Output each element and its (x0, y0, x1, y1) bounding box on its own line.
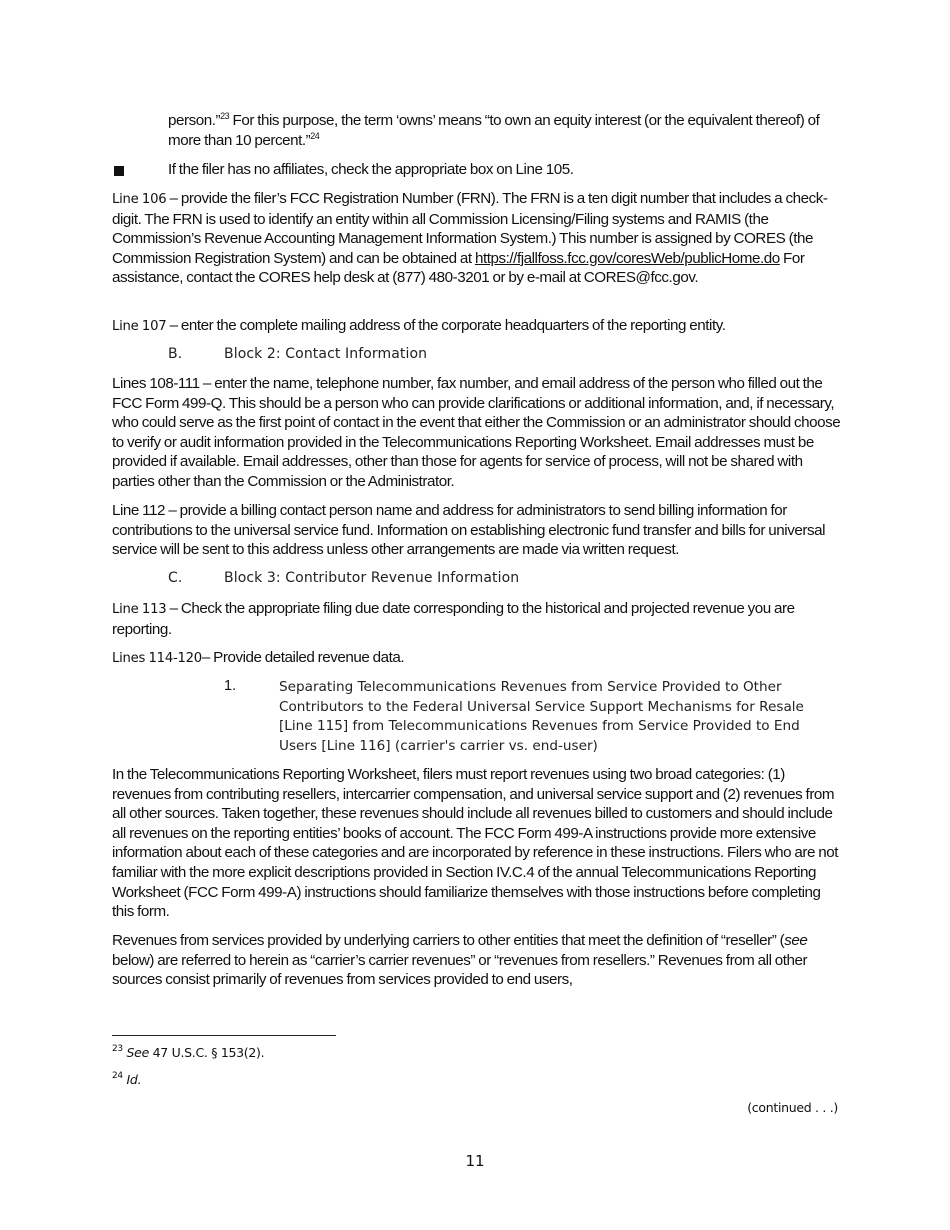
cores-link[interactable]: https://fjallfoss.fcc.gov/coresWeb/publicHome.do (474, 249, 780, 267)
lines-114-120-label: Lines 114-120 (112, 651, 202, 666)
line-112-paragraph: Line 112 – provide a billing contact person name and address for administrators to send billing information for contributions to the universal service fund. Information on establishing electronic fund transfer and bills for universal service will be sent to this address unless other arrangements are made via written request. (112, 502, 826, 559)
revenues-paragraph: Revenues from services provided by underlying carriers to other entities that meet the definition of “reseller” (see below) are referred to herein as “carrier’s carrier revenues” or “revenues from resellers.” Revenues from all other sources consist primarily of revenues from services provided to end users, (112, 932, 808, 989)
line-107-label: Line 107 (112, 319, 167, 334)
footnote-separator (112, 1035, 336, 1036)
line-106-paragraph: Line 106 – provide the filer’s FCC Registration Number (FRN). The FRN is a ten digit number that includes a check-digit. The FRN is used to identify an entity within all Commission Licensing/Filing systems and RAMIS (the Commission’s Revenue Accounting Management Information System.) This number is assigned by CORES (the Commission Registration System) and can be obtained at https://fjallfoss.fcc.gov/coresWeb/publicHome.do For assistance, contact the CORES help desk at (877) 480-3201 or by e-mail at CORES@fcc.gov. (112, 190, 828, 287)
subsection-1-heading: Separating Telecommunications Revenues from Service Provided to Other Contributors to the Federal Universal Service Support Mechanisms for Resale [Line 115] from Telecommunications Revenues from Service Provided to End Users [Line 116] (carrier's carrier vs. end-user) (279, 679, 804, 754)
continued-note: (continued . . .) (747, 1100, 838, 1115)
bullet-square-icon (114, 166, 124, 176)
line-113-paragraph: Line 113 – Check the appropriate filing due date corresponding to the historical and projected revenue you are reporting. (112, 600, 795, 638)
line-113-label: Line 113 (112, 602, 167, 617)
block-2-letter: B. (168, 346, 183, 362)
line-107-paragraph: Line 107 – enter the complete mailing address of the corporate headquarters of the reporting entity. (112, 317, 726, 334)
lines-114-120-paragraph: Lines 114-120– Provide detailed revenue data. (112, 649, 405, 666)
footnote-24: $^{24}$ Id. (112, 1071, 142, 1087)
block-3-letter: C. (168, 570, 183, 586)
lines-108-111-paragraph: Lines 108-111 – enter the name, telephone number, fax number, and email address of the person who filled out the FCC Form 499-Q. This should be a person who can provide clarifications or additional information, and, if necessary, who could serve as the first point of contact in the event that either the Commission or an administrator should choose to verify or audit information provided in the Telecommunications Reporting Worksheet. Email addresses must be provided if available. Email addresses, other than those for agents for service of process, will not be shared with parties other than the Commission or the Administrator. (112, 375, 841, 490)
affiliates-bullet-text: If the filer has no affiliates, check the appropriate box on Line 105. (168, 161, 574, 178)
worksheet-paragraph: In the Telecommunications Reporting Worksheet, filers must report revenues using two broad categories: (1) revenues from contributing resellers, intercarrier compensation, and universal service support and (2) revenues from all other sources. Taken together, these revenues should include all revenues billed to customers and should include all revenues on the reporting entities’ books of account. The FCC Form 499-A instructions provide more extensive information about each of these categories and are incorporated by reference in these instructions. Filers who are not familiar with the more explicit descriptions provided in Section IV.C.4 of the annual Telecommunications Reporting Worksheet (FCC Form 499-A) instructions should familiarize themselves with those instructions before completing this form. (112, 766, 839, 921)
subsection-number: 1. (224, 678, 237, 694)
line-106-label: Line 106 (112, 192, 167, 207)
block-2-heading: Block 2: Contact Information (224, 346, 428, 362)
page-number: 11 (465, 1152, 485, 1170)
footnote-ref-23[interactable]: 23 (220, 111, 230, 121)
footnote-ref-24[interactable]: 24 (310, 130, 320, 141)
continuation-paragraph: person.”$^{23}$ For this purpose, the term ‘owns’ means “to own an equity interest (or the equivalent thereof) of more than 10 percent.”$^{24}$ (168, 111, 820, 149)
block-3-heading: Block 3: Contributor Revenue Information (224, 570, 520, 586)
footnote-23: $^{23}$ See 47 U.S.C. § 153(2). (112, 1044, 265, 1060)
